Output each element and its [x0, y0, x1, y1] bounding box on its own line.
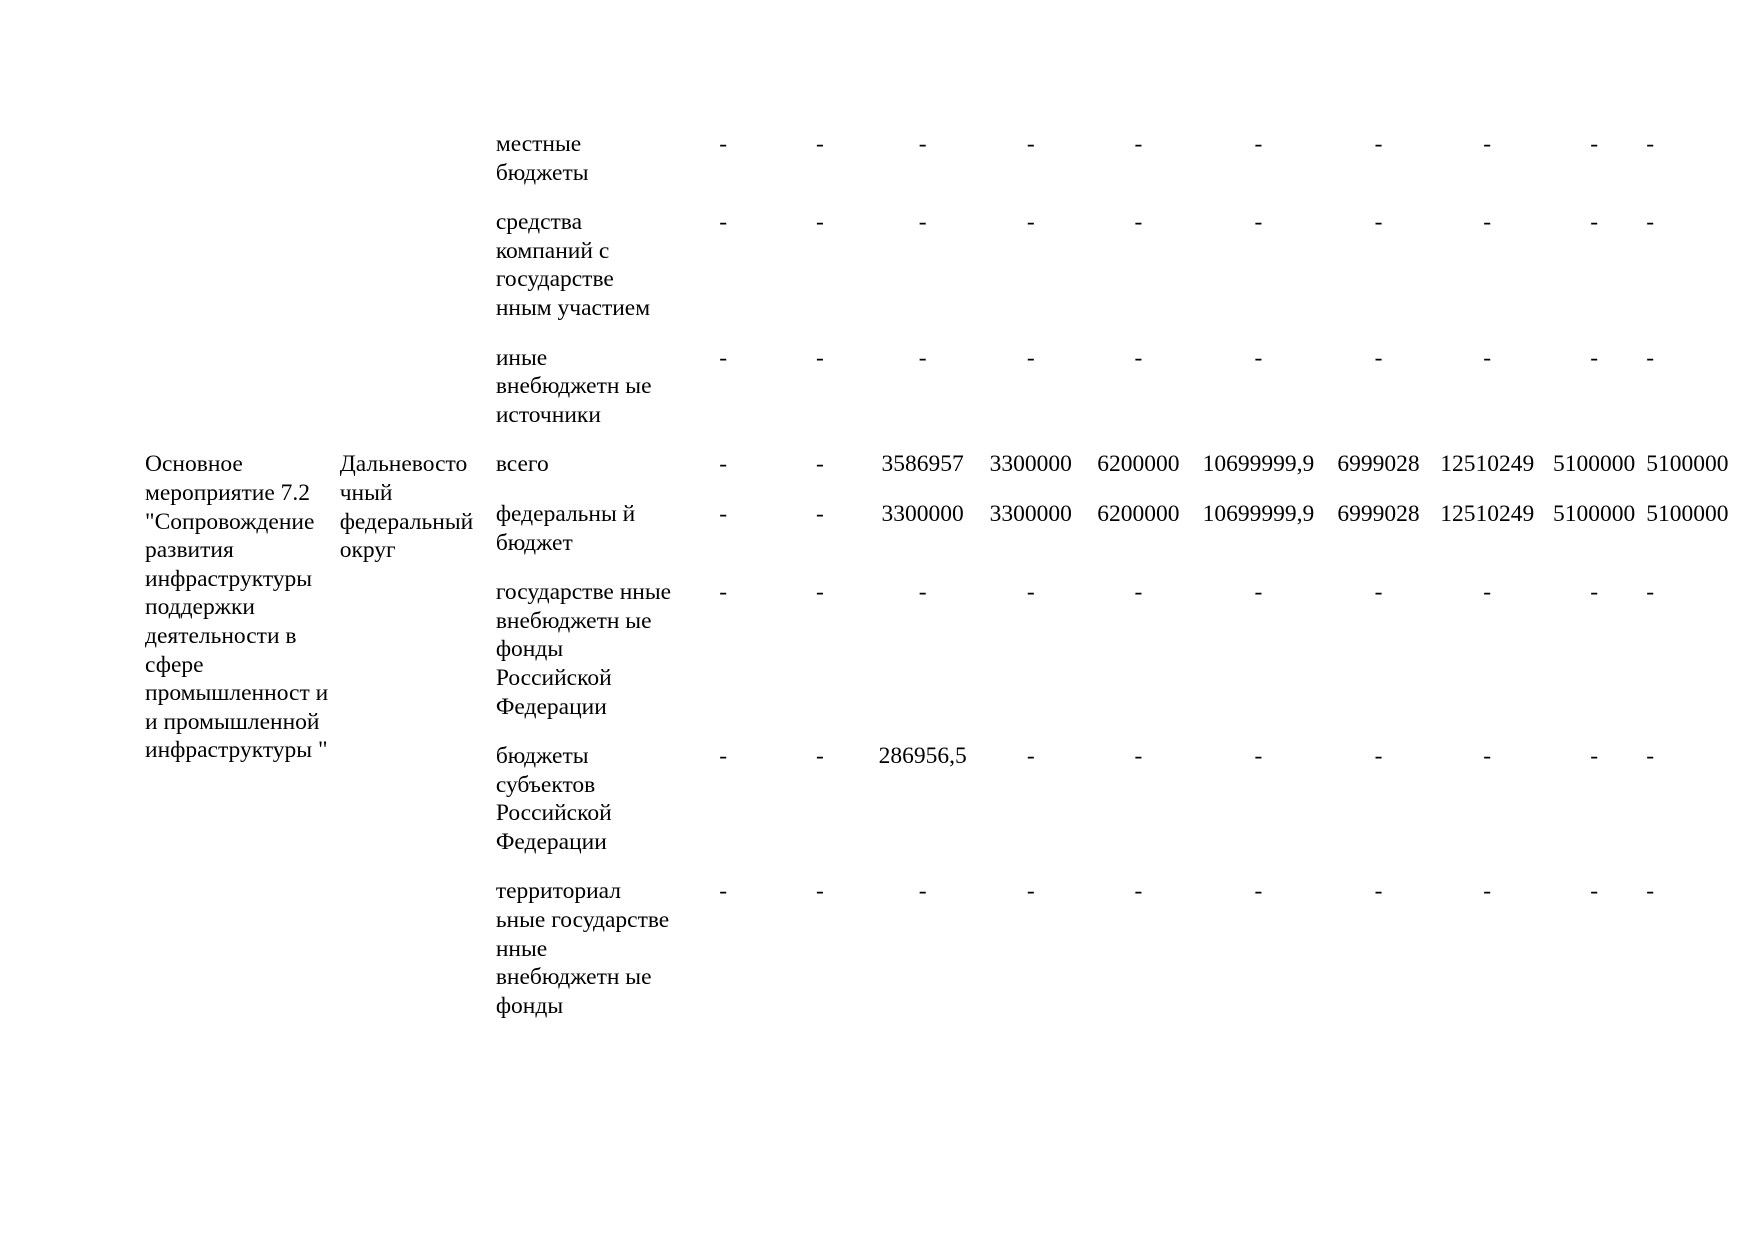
- value-cell: -: [1026, 579, 1035, 606]
- value-cell: -: [1646, 209, 1655, 236]
- value-cell: -: [816, 344, 824, 371]
- value-cell: [1432, 500, 1542, 578]
- value-cell: 3300000: [881, 500, 964, 527]
- value-cell: -: [719, 743, 728, 770]
- value-cell: -: [1590, 579, 1599, 606]
- source-cell: государстве нные внебюджетн ые фонды Российской Федерации: [495, 579, 672, 720]
- value-cell: -: [1374, 743, 1383, 770]
- value-cell: -: [1026, 131, 1035, 157]
- value-cell: -: [1254, 209, 1263, 236]
- value-cell: -: [719, 209, 728, 236]
- source-cell: бюджеты субъектов Российской Федерации: [495, 743, 612, 855]
- table-row: [145, 208, 1754, 343]
- value-cell: -: [1483, 878, 1492, 905]
- value-cell: -: [1254, 579, 1263, 606]
- value-cell: 6200000: [1097, 451, 1180, 478]
- value-cell: -: [1483, 743, 1492, 770]
- value-cell: -: [1374, 131, 1383, 157]
- value-cell: -: [1134, 743, 1143, 770]
- value-cell: -: [1026, 209, 1035, 236]
- value-cell: -: [918, 878, 927, 905]
- value-cell: -: [1483, 344, 1492, 371]
- value-cell: -: [918, 209, 927, 236]
- value-cell: -: [1374, 209, 1383, 236]
- event-cell: [145, 208, 340, 343]
- value-cell: -: [719, 579, 728, 606]
- value-cell: -: [1254, 344, 1263, 371]
- value-cell: -: [719, 451, 728, 478]
- value-cell: 5100000: [1553, 500, 1636, 527]
- source-cell: иные внебюджетн ые источники: [495, 344, 652, 428]
- value-cell: 3586957: [881, 451, 964, 478]
- source-cell: средства компаний с государстве нным участием: [495, 209, 651, 321]
- value-cell: -: [1374, 344, 1383, 371]
- value-cell: -: [719, 878, 728, 905]
- value-cell: -: [719, 500, 728, 527]
- value-cell: -: [1134, 131, 1143, 157]
- value-cell: -: [816, 878, 824, 905]
- value-cell: -: [719, 344, 728, 371]
- value-cell: -: [1134, 344, 1143, 371]
- value-cell: -: [1646, 579, 1655, 606]
- value-cell: 286956,5: [878, 743, 967, 770]
- value-cell: -: [719, 131, 728, 157]
- table-row: [145, 344, 1754, 451]
- value-cell: -: [1590, 344, 1599, 371]
- value-cell: -: [1374, 579, 1383, 606]
- value-cell: -: [816, 579, 824, 606]
- value-cell: -: [1026, 344, 1035, 371]
- region-name-cell: Дальневосто чный федеральный округ: [339, 451, 474, 564]
- value-cell: -: [816, 500, 824, 527]
- region-cell: [340, 130, 496, 208]
- value-cell: -: [1646, 344, 1655, 371]
- value-cell: 10699999,9: [1202, 500, 1315, 527]
- source-cell: местные бюджеты: [495, 131, 589, 186]
- table-row: [145, 450, 1754, 500]
- value-cell: -: [1134, 579, 1143, 606]
- value-cell: 3300000: [989, 500, 1072, 527]
- value-cell: -: [1254, 878, 1263, 905]
- value-cell: -: [1134, 209, 1143, 236]
- region-cell: [340, 208, 496, 343]
- source-cell: федеральны й бюджет: [495, 500, 636, 556]
- value-cell: -: [1134, 878, 1143, 905]
- value-cell: -: [1026, 743, 1035, 770]
- value-cell: -: [918, 131, 927, 157]
- source-cell: территориал ьные государстве нные внебюджетн ые фонды: [495, 878, 670, 1019]
- value-cell: -: [816, 131, 824, 157]
- value-cell: -: [1590, 743, 1599, 770]
- value-cell: -: [816, 451, 824, 478]
- value-cell: 10699999,9: [1202, 451, 1315, 478]
- event-cell: [145, 130, 340, 208]
- value-cell: -: [918, 344, 927, 371]
- value-cell: 5100000: [1646, 451, 1729, 478]
- value-cell: -: [918, 579, 927, 606]
- value-cell: 6200000: [1097, 500, 1180, 527]
- value-cell: -: [1026, 878, 1035, 905]
- value-cell: -: [816, 209, 824, 236]
- value-cell: 6999028: [1337, 500, 1420, 527]
- source-cell: всего: [495, 451, 549, 478]
- value-cell: -: [1254, 743, 1263, 770]
- region-cell: [340, 344, 496, 451]
- table-row: [145, 130, 1754, 208]
- value-cell: -: [1646, 743, 1655, 770]
- event-name-cell: Основное мероприятие 7.2 "Сопровождение развития инфраструктуры поддержки деятельности в сфере промышленност и и промышленной инфраструктуры ": [145, 451, 329, 764]
- value-cell: 3300000: [989, 451, 1072, 478]
- value-cell: 5100000: [1646, 500, 1729, 527]
- value-cell: -: [1590, 209, 1599, 236]
- value-cell: -: [1590, 131, 1599, 157]
- value-cell: -: [1254, 131, 1263, 157]
- value-cell: [1432, 450, 1542, 500]
- value-cell: -: [1483, 131, 1492, 157]
- value-cell: -: [816, 743, 824, 770]
- value-cell: 5100000: [1553, 451, 1636, 478]
- value-cell: -: [1374, 878, 1383, 905]
- wrapped-value: 12510249: [1440, 451, 1535, 478]
- value-cell: 6999028: [1337, 451, 1420, 478]
- value-cell: -: [1483, 579, 1492, 606]
- wrapped-value: 12510249: [1440, 500, 1535, 527]
- funding-table: [145, 130, 1754, 1041]
- value-cell: -: [1590, 878, 1599, 905]
- value-cell: -: [1646, 878, 1655, 905]
- value-cell: -: [1483, 209, 1492, 236]
- event-cell: [145, 344, 340, 451]
- value-cell: -: [1646, 131, 1655, 157]
